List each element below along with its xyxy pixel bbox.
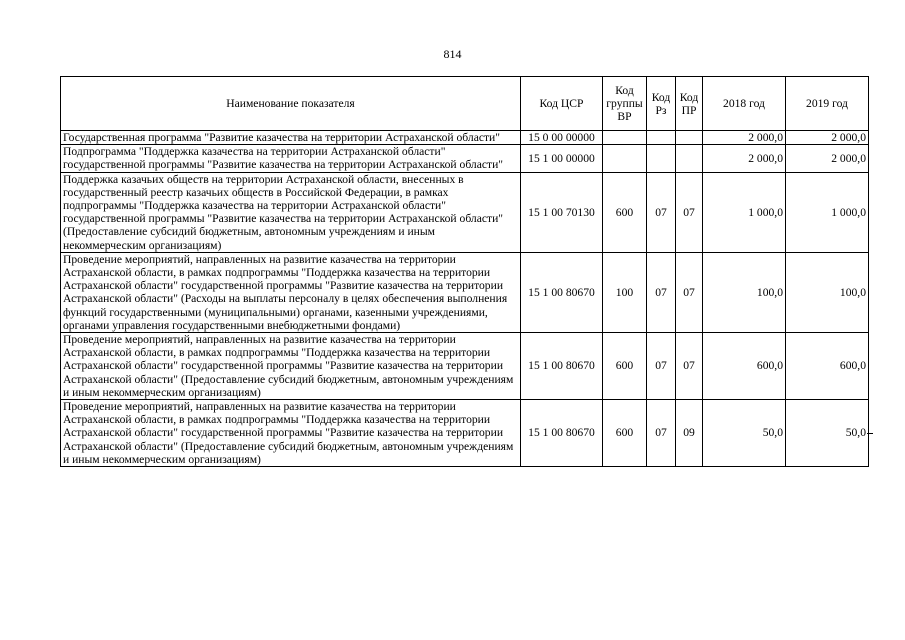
row-csr: 15 1 00 80670	[521, 333, 603, 400]
row-pr	[676, 131, 703, 145]
row-pr: 07	[676, 252, 703, 332]
row-name: Проведение мероприятий, направленных на развитие казачества на территории Астраханской области, в рамках подпрограммы "Поддержка казачества на территории Астраханской области" государственной программы "Развитие казачества на территории Астраханской области" (Предоставление субсидий бюджетным, автономным учреждениям и иным некоммерческим организациям)	[61, 400, 521, 467]
row-pr: 07	[676, 172, 703, 252]
header-pr: Код ПР	[676, 77, 703, 131]
row-2018: 100,0	[703, 252, 786, 332]
table-row	[61, 131, 869, 145]
row-name: Поддержка казачьих обществ на территории Астраханской области, внесенных в государственный реестр казачьих обществ в Российской Федерации, в рамках подпрограммы "Поддержка казачества на территории Астраханской области" государственной программы "Развитие казачества на территории Астраханской области" (Предоставление субсидий бюджетным, автономным учреждениям и иным некоммерческим организациям)	[61, 172, 521, 252]
row-rz	[647, 145, 676, 172]
table-row	[61, 333, 869, 400]
page-number: 814	[443, 47, 462, 61]
row-vr	[603, 131, 647, 145]
row-vr: 600	[603, 172, 647, 252]
table-row	[61, 145, 869, 172]
row-name: Подпрограмма "Поддержка казачества на территории Астраханской области" государственной программы "Развитие казачества на территории Астраханской области"	[61, 145, 521, 172]
row-2019: 2 000,0	[786, 131, 869, 145]
row-name: Проведение мероприятий, направленных на развитие казачества на территории Астраханской области, в рамках подпрограммы "Поддержка казачества на территории Астраханской области" государственной программы "Развитие казачества на территории Астраханской области" (Предоставление субсидий бюджетным, автономным учреждениям и иным некоммерческим организациям)	[61, 333, 521, 400]
row-2019: 50,0	[786, 400, 869, 467]
table-row	[61, 400, 869, 467]
row-pr: 07	[676, 333, 703, 400]
row-name: Проведение мероприятий, направленных на развитие казачества на территории Астраханской области, в рамках подпрограммы "Поддержка казачества на территории Астраханской области" государственной программы "Развитие казачества на территории Астраханской области" (Расходы на выплаты персоналу в целях обеспечения выполнения функций государственными (муниципальными) органами, казенными учреждениями, органами управления государственными внебюджетными фондами)	[61, 252, 521, 332]
row-pr: 09	[676, 400, 703, 467]
row-csr: 15 0 00 00000	[521, 131, 603, 145]
table-row	[61, 172, 869, 252]
margin-mark	[867, 433, 873, 434]
row-csr: 15 1 00 80670	[521, 252, 603, 332]
row-vr	[603, 145, 647, 172]
row-pr	[676, 145, 703, 172]
budget-table	[60, 76, 869, 467]
row-2019: 2 000,0	[786, 145, 869, 172]
row-vr: 100	[603, 252, 647, 332]
row-vr: 600	[603, 400, 647, 467]
header-2018: 2018 год	[703, 77, 786, 131]
row-2018: 600,0	[703, 333, 786, 400]
table-header-row	[61, 77, 869, 131]
header-name: Наименование показателя	[61, 77, 521, 131]
row-csr: 15 1 00 00000	[521, 145, 603, 172]
row-rz: 07	[647, 172, 676, 252]
row-2019: 600,0	[786, 333, 869, 400]
row-name: Государственная программа "Развитие казачества на территории Астраханской области"	[61, 131, 521, 145]
row-rz: 07	[647, 400, 676, 467]
row-2019: 1 000,0	[786, 172, 869, 252]
row-2018: 50,0	[703, 400, 786, 467]
row-2019: 100,0	[786, 252, 869, 332]
row-rz: 07	[647, 333, 676, 400]
row-2018: 2 000,0	[703, 145, 786, 172]
row-csr: 15 1 00 70130	[521, 172, 603, 252]
row-vr: 600	[603, 333, 647, 400]
row-2018: 1 000,0	[703, 172, 786, 252]
header-vr: Код группы ВР	[603, 77, 647, 131]
row-rz: 07	[647, 252, 676, 332]
row-2018: 2 000,0	[703, 131, 786, 145]
header-csr: Код ЦСР	[521, 77, 603, 131]
header-rz: Код Рз	[647, 77, 676, 131]
header-2019: 2019 год	[786, 77, 869, 131]
table-row	[61, 252, 869, 332]
row-rz	[647, 131, 676, 145]
row-csr: 15 1 00 80670	[521, 400, 603, 467]
